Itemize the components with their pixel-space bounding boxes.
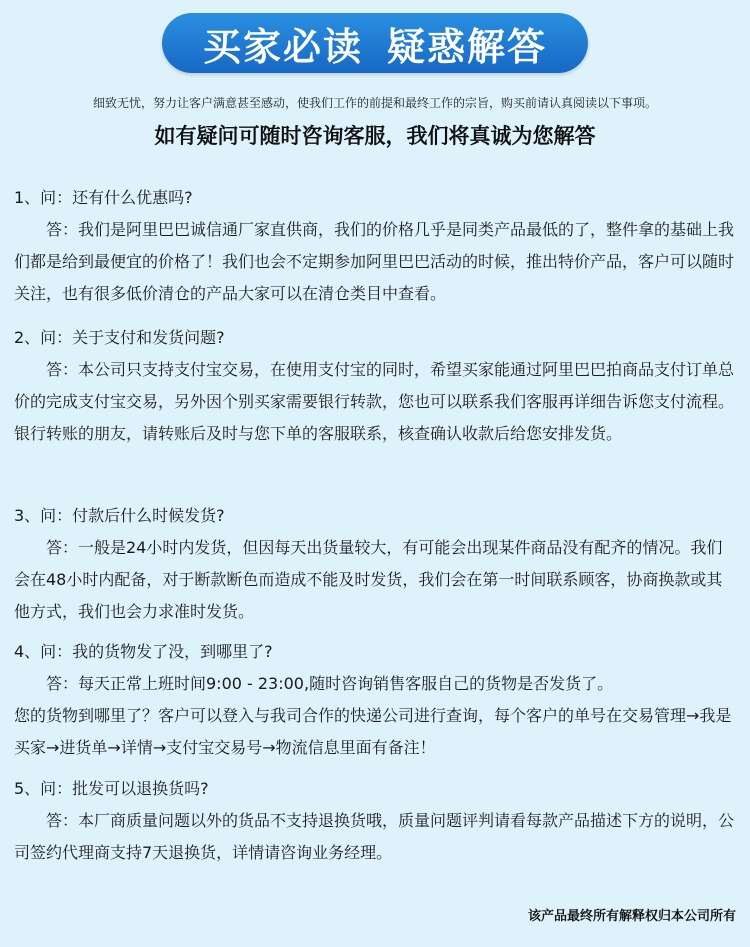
headline: 如有疑问可随时咨询客服，我们将真诚为您解答: [154, 123, 596, 148]
faq-answer: 答：我们是阿里巴巴诚信通厂家直供商，我们的价格几乎是同类产品最低的了，整件拿的基础上我们都是给到最便宜的价格了！我们也会不定期参加阿里巴巴活动的时候，推出特价产品，客户可以随时关注，也有很多低价清仓的产品大家可以在清仓类目中查看。: [14, 220, 735, 303]
faq-answer: 答：一般是24小时内发货，但因每天出货量较大，有可能会出现某件商品没有配齐的情况。我们会在48小时内配备，对于断款断色而造成不能及时发货，我们会在第一时间联系顾客，协商换款或其他方式，我们也会力求准时发货。: [14, 538, 723, 621]
faq-question: 2、问：关于支付和发货问题?: [14, 328, 225, 347]
faq-extra-note: 银行转账的朋友，请转账后及时与您下单的客服联系，核查确认收款后给您安排发货。: [14, 424, 623, 443]
banner-title-part2: 疑惑解答: [387, 24, 548, 69]
faq-item: [14, 636, 736, 764]
faq-answer: 答：本厂商质量问题以外的货品不支持退换货哦，质量问题评判请看每款产品描述下方的说明，公司签约代理商支持7天退换货，详情请咨询业务经理。: [14, 811, 735, 862]
title-banner: [162, 13, 588, 73]
intro-text: 细致无忧，努力让客户满意甚至感动，使我们工作的前提和最终工作的宗旨，购买前请认真阅读以下事项。: [92, 96, 657, 110]
faq-answer: 答：本公司只支持支付宝交易，在使用支付宝的同时，希望买家能通过阿里巴巴拍商品支付订单总价的完成支付宝交易，另外因个别买家需要银行转款，您也可以联系我们客服再详细告诉您支付流程。: [14, 360, 735, 411]
faq-question: 1、问：还有什么优惠吗?: [14, 188, 193, 207]
faq-question: 3、问：付款后什么时候发货?: [14, 506, 225, 525]
faq-item: [14, 182, 736, 310]
footer-disclaimer: 该产品最终所有解释权归本公司所有: [527, 909, 736, 924]
faq-item: [14, 322, 736, 450]
faq-extra-note: 您的货物到哪里了？客户可以登入与我司合作的快递公司进行查询，每个客户的单号在交易管理→我是买家→进货单→详情→支付宝交易号→物流信息里面有备注！: [14, 706, 732, 757]
faq-item: [14, 500, 736, 628]
faq-question: 5、问：批发可以退换货吗?: [14, 779, 209, 798]
faq-answer: 答：每天正常上班时间9:00 - 23:00,随时咨询销售客服自己的货物是否发货了。: [46, 674, 614, 693]
faq-question: 4、问：我的货物发了没，到哪里了?: [14, 642, 273, 661]
faq-item: [14, 773, 736, 869]
banner-title-part1: 买家必读: [202, 24, 363, 69]
